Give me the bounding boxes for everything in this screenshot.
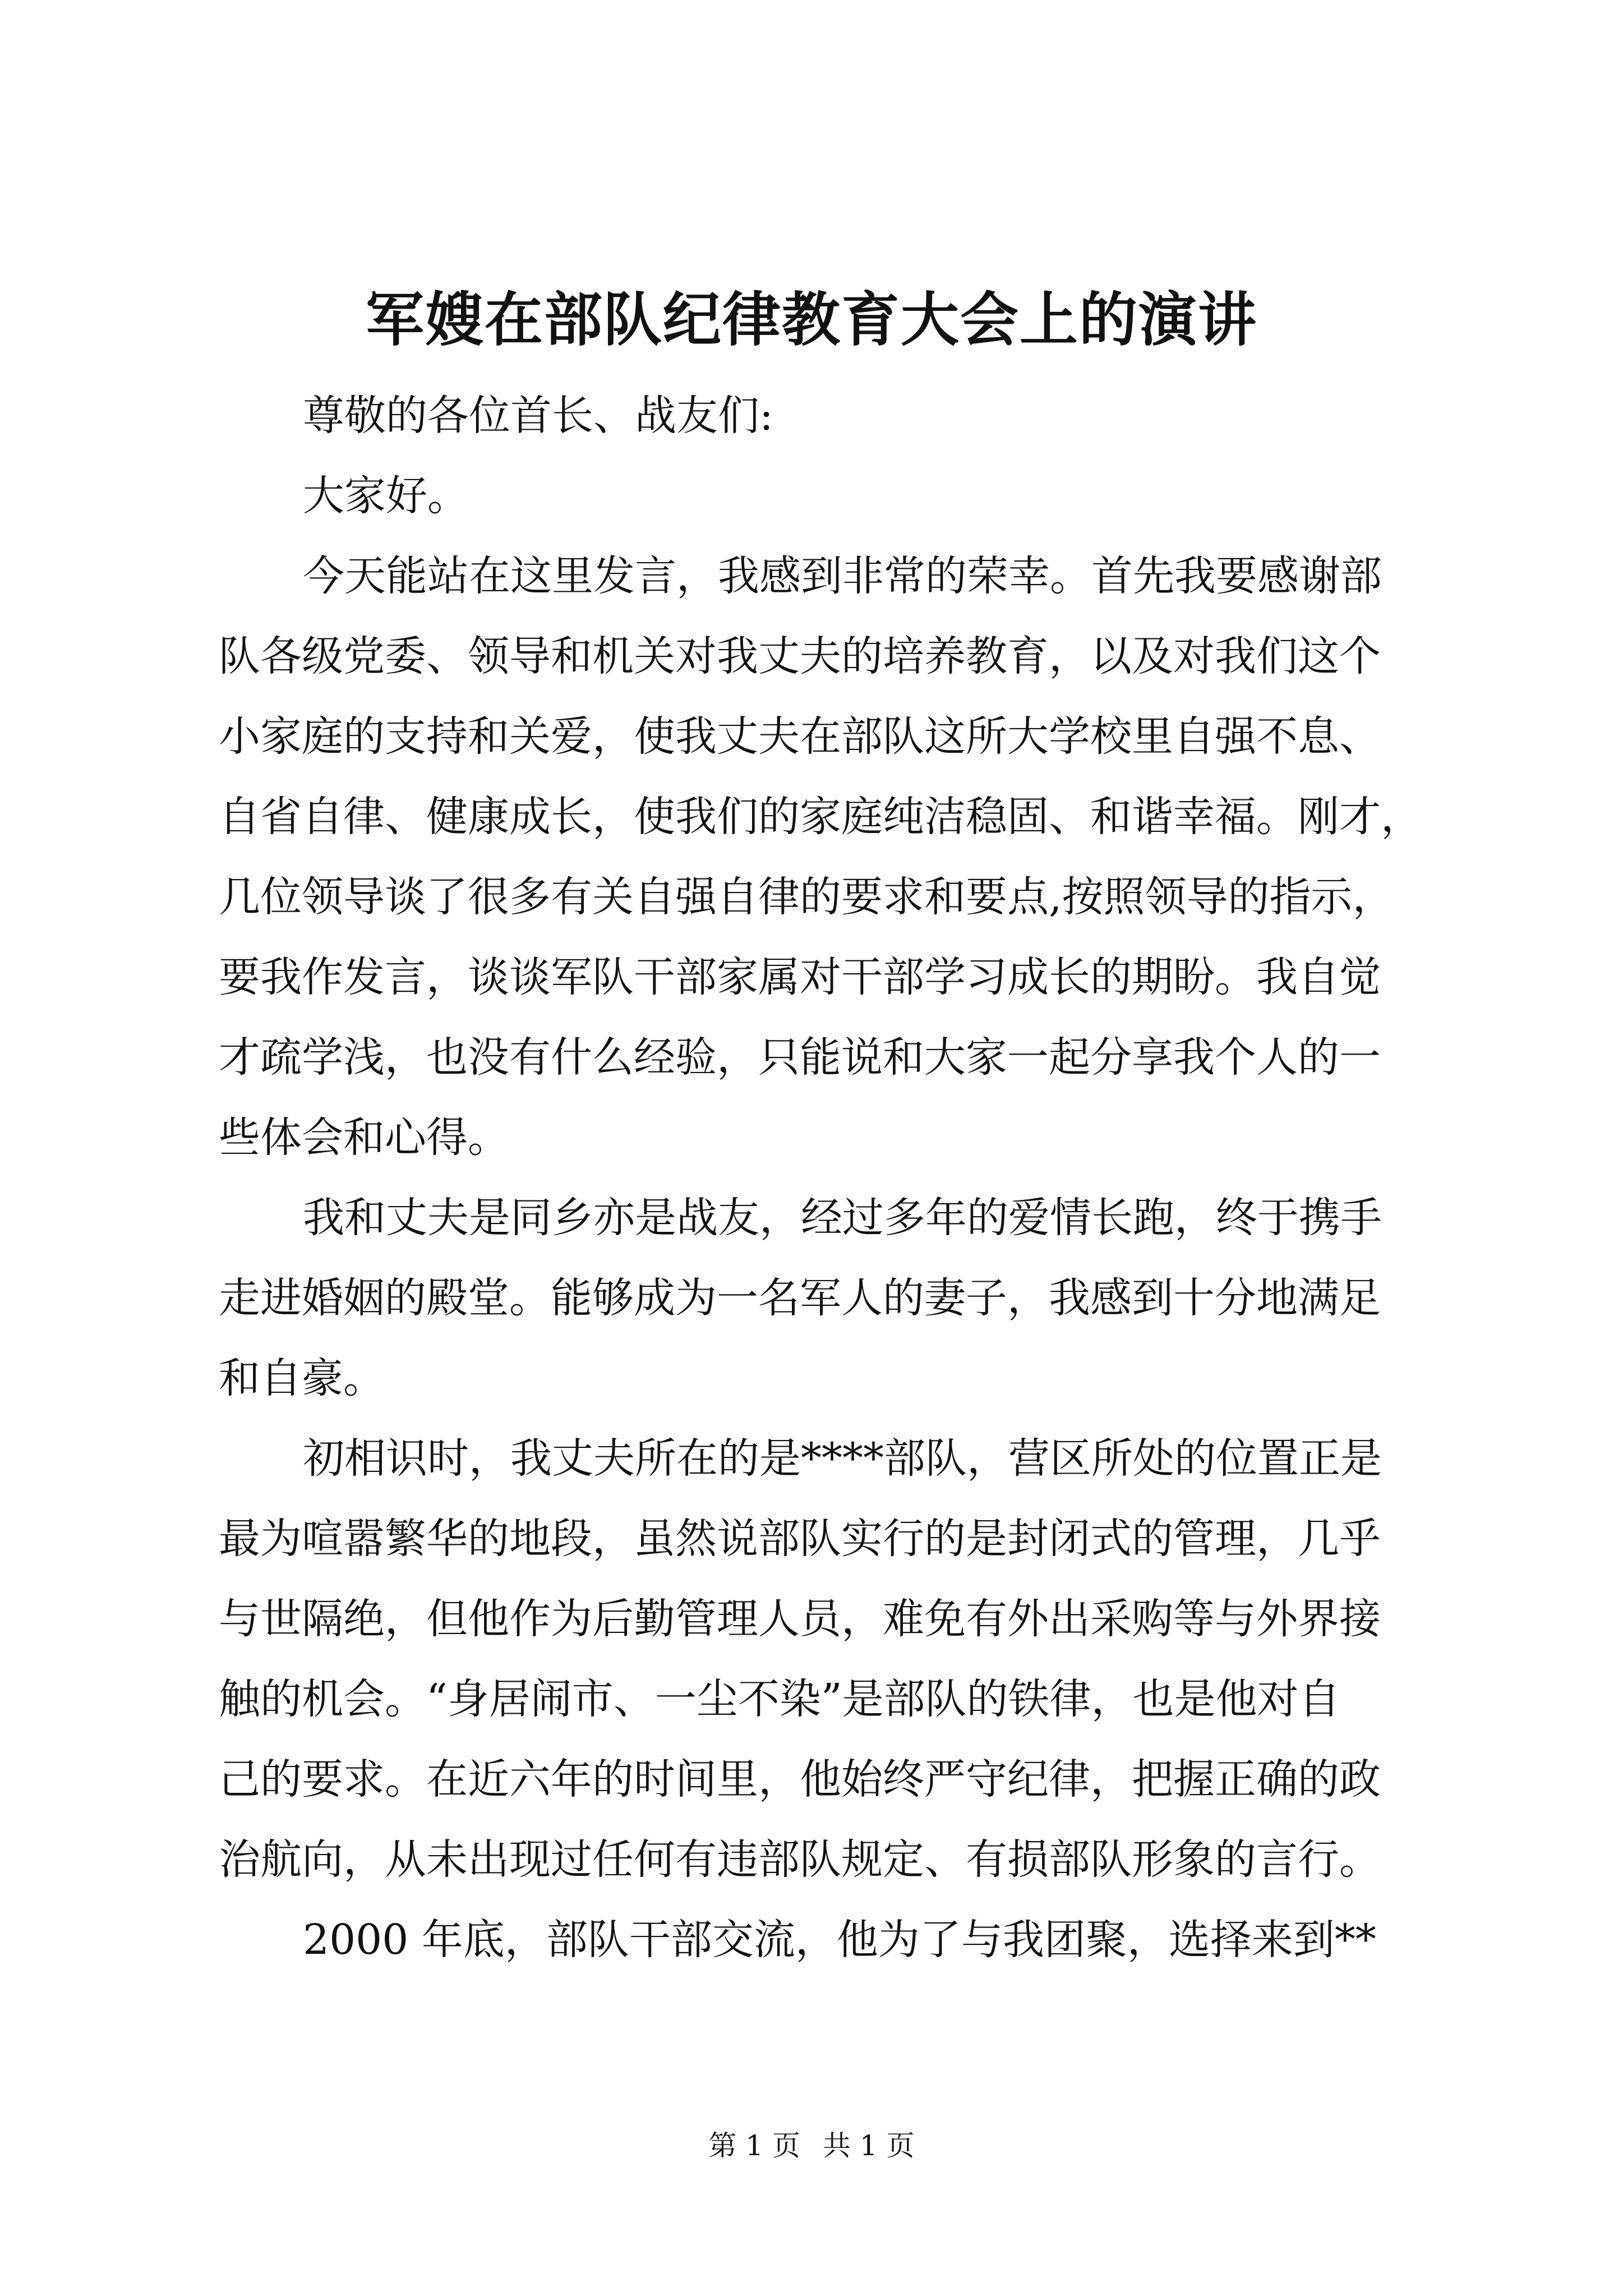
text-line: 最为喧嚣繁华的地段，虽然说部队实行的是封闭式的管理，几乎 <box>219 1515 1381 1563</box>
text-line: 些体会和心得。 <box>219 1114 509 1162</box>
text-line: 初相识时，我丈夫所在的是****部队，营区所处的位置正是 <box>303 1434 1382 1483</box>
text-line: 今天能站在这里发言，我感到非常的荣幸。首先我要感谢部 <box>303 552 1382 600</box>
text-line: 和自豪。 <box>219 1354 385 1402</box>
page-footer <box>0 2126 1623 2165</box>
text-line: 尊敬的各位首长、战友们: <box>303 392 773 440</box>
text-line: 大家好。 <box>303 472 469 520</box>
text-line: 小家庭的支持和关爱，使我丈夫在部队这所大学校里自强不息、 <box>219 712 1381 761</box>
page-total: 共 1 页 <box>823 2129 915 2162</box>
text-line: 己的要求。在近六年的时间里，他始终严守纪律，把握正确的政 <box>219 1755 1381 1803</box>
text-line: 2000 年底，部队干部交流，他为了与我团聚，选择来到** <box>303 1916 1376 1964</box>
text-line: 治航向，从未出现过任何有违部队规定、有损部队形象的言行。 <box>219 1835 1381 1884</box>
text-line: 走进婚姻的殿堂。能够成为一名军人的妻子，我感到十分地满足 <box>219 1274 1381 1322</box>
page-number: 第 1 页 <box>708 2129 800 2162</box>
document-body <box>219 376 1422 1980</box>
text-line: 要我作发言，谈谈军队干部家属对干部学习成长的期盼。我自觉 <box>219 953 1381 1001</box>
text-line: 触的机会。“身居闹市、一尘不染”是部队的铁律，也是他对自 <box>219 1675 1340 1723</box>
text-line: 才疏学浅，也没有什么经验，只能说和大家一起分享我个人的一 <box>219 1033 1381 1082</box>
text-line: 与世隔绝，但他作为后勤管理人员，难免有外出采购等与外界接 <box>219 1595 1381 1643</box>
document-title: 军嫂在部队纪律教育大会上的演讲 <box>365 285 1257 354</box>
text-line: 队各级党委、领导和机关对我丈夫的培养教育，以及对我们这个 <box>219 632 1381 680</box>
text-line: 几位领导谈了很多有关自强自律的要求和要点,按照领导的指示， <box>219 873 1394 921</box>
text-line: 自省自律、健康成长，使我们的家庭纯洁稳固、和谐幸福。刚才， <box>219 793 1422 841</box>
text-line: 我和丈夫是同乡亦是战友，经过多年的爱情长跑，终于携手 <box>303 1194 1382 1242</box>
